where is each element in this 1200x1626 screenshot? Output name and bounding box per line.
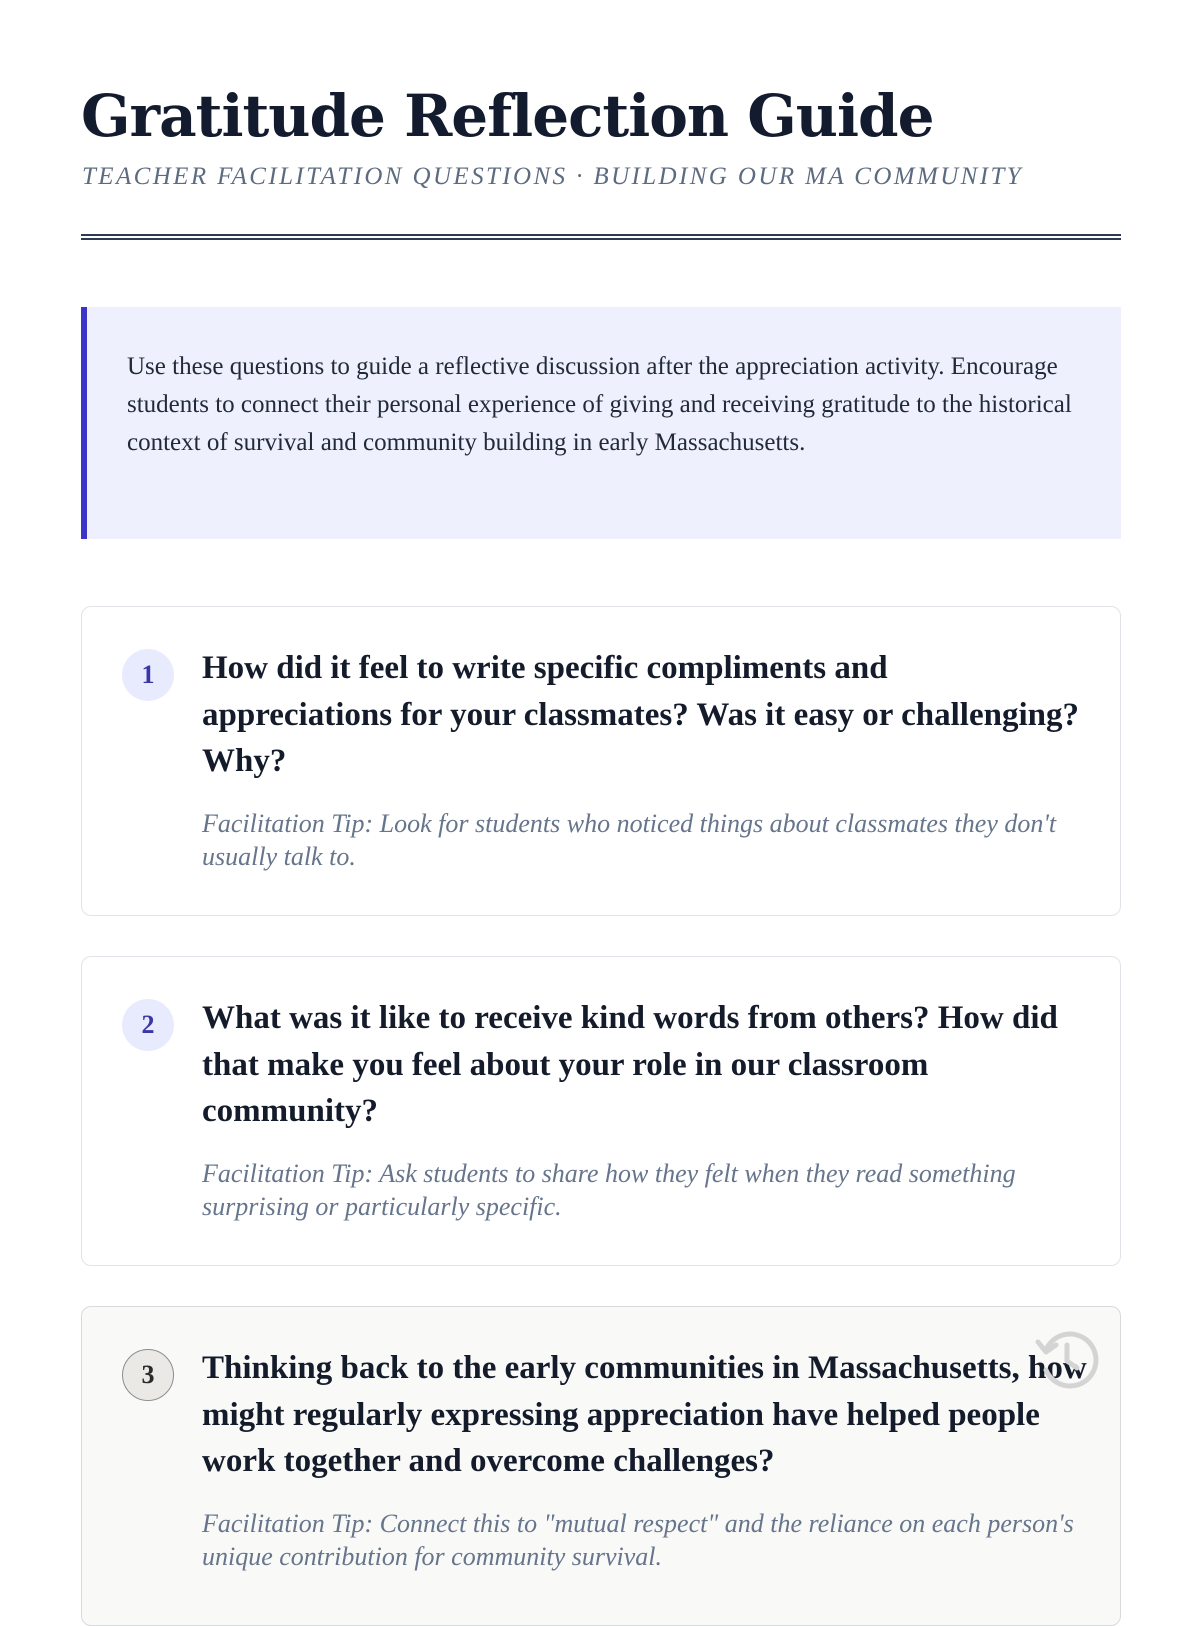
intro-callout: [81, 307, 1121, 539]
facilitation-tip: Facilitation Tip: Ask students to share how they felt when they read something surprising or particularly specific.: [202, 1159, 1016, 1221]
question-card-1: [81, 606, 1121, 916]
question-number-badge: 1: [122, 649, 174, 701]
intro-text: Use these questions to guide a reflective discussion after the appreciation activity. Encourage students to connect their personal experience of giving and receiving gratitude to the historical context of survival and community building in early Massachusetts.: [127, 353, 1072, 456]
question-number-badge: 2: [122, 999, 174, 1051]
header-divider: [81, 234, 1121, 240]
history-icon[interactable]: [1032, 1325, 1102, 1395]
question-number-badge: 3: [122, 1349, 174, 1401]
facilitation-tip: Facilitation Tip: Connect this to "mutual respect" and the reliance on each person's unique contribution for community survival.: [202, 1509, 1074, 1571]
question-card-2: [81, 956, 1121, 1266]
page-title: Gratitude Reflection Guide: [81, 82, 934, 150]
question-text: What was it like to receive kind words from others? How did that make you feel about your role in our classroom community?: [202, 1000, 1058, 1129]
question-card-3[interactable]: [81, 1306, 1121, 1626]
page-subtitle: TEACHER FACILITATION QUESTIONS · BUILDING OUR MA COMMUNITY: [82, 163, 1024, 190]
facilitation-tip: Facilitation Tip: Look for students who noticed things about classmates they don't usually talk to.: [202, 809, 1057, 871]
question-text: How did it feel to write specific compliments and appreciations for your classmates? Was it easy or challenging? Why?: [202, 650, 1079, 779]
question-text: Thinking back to the early communities in Massachusetts, how might regularly expressing appreciation have helped people work together and overcome challenges?: [202, 1350, 1087, 1479]
